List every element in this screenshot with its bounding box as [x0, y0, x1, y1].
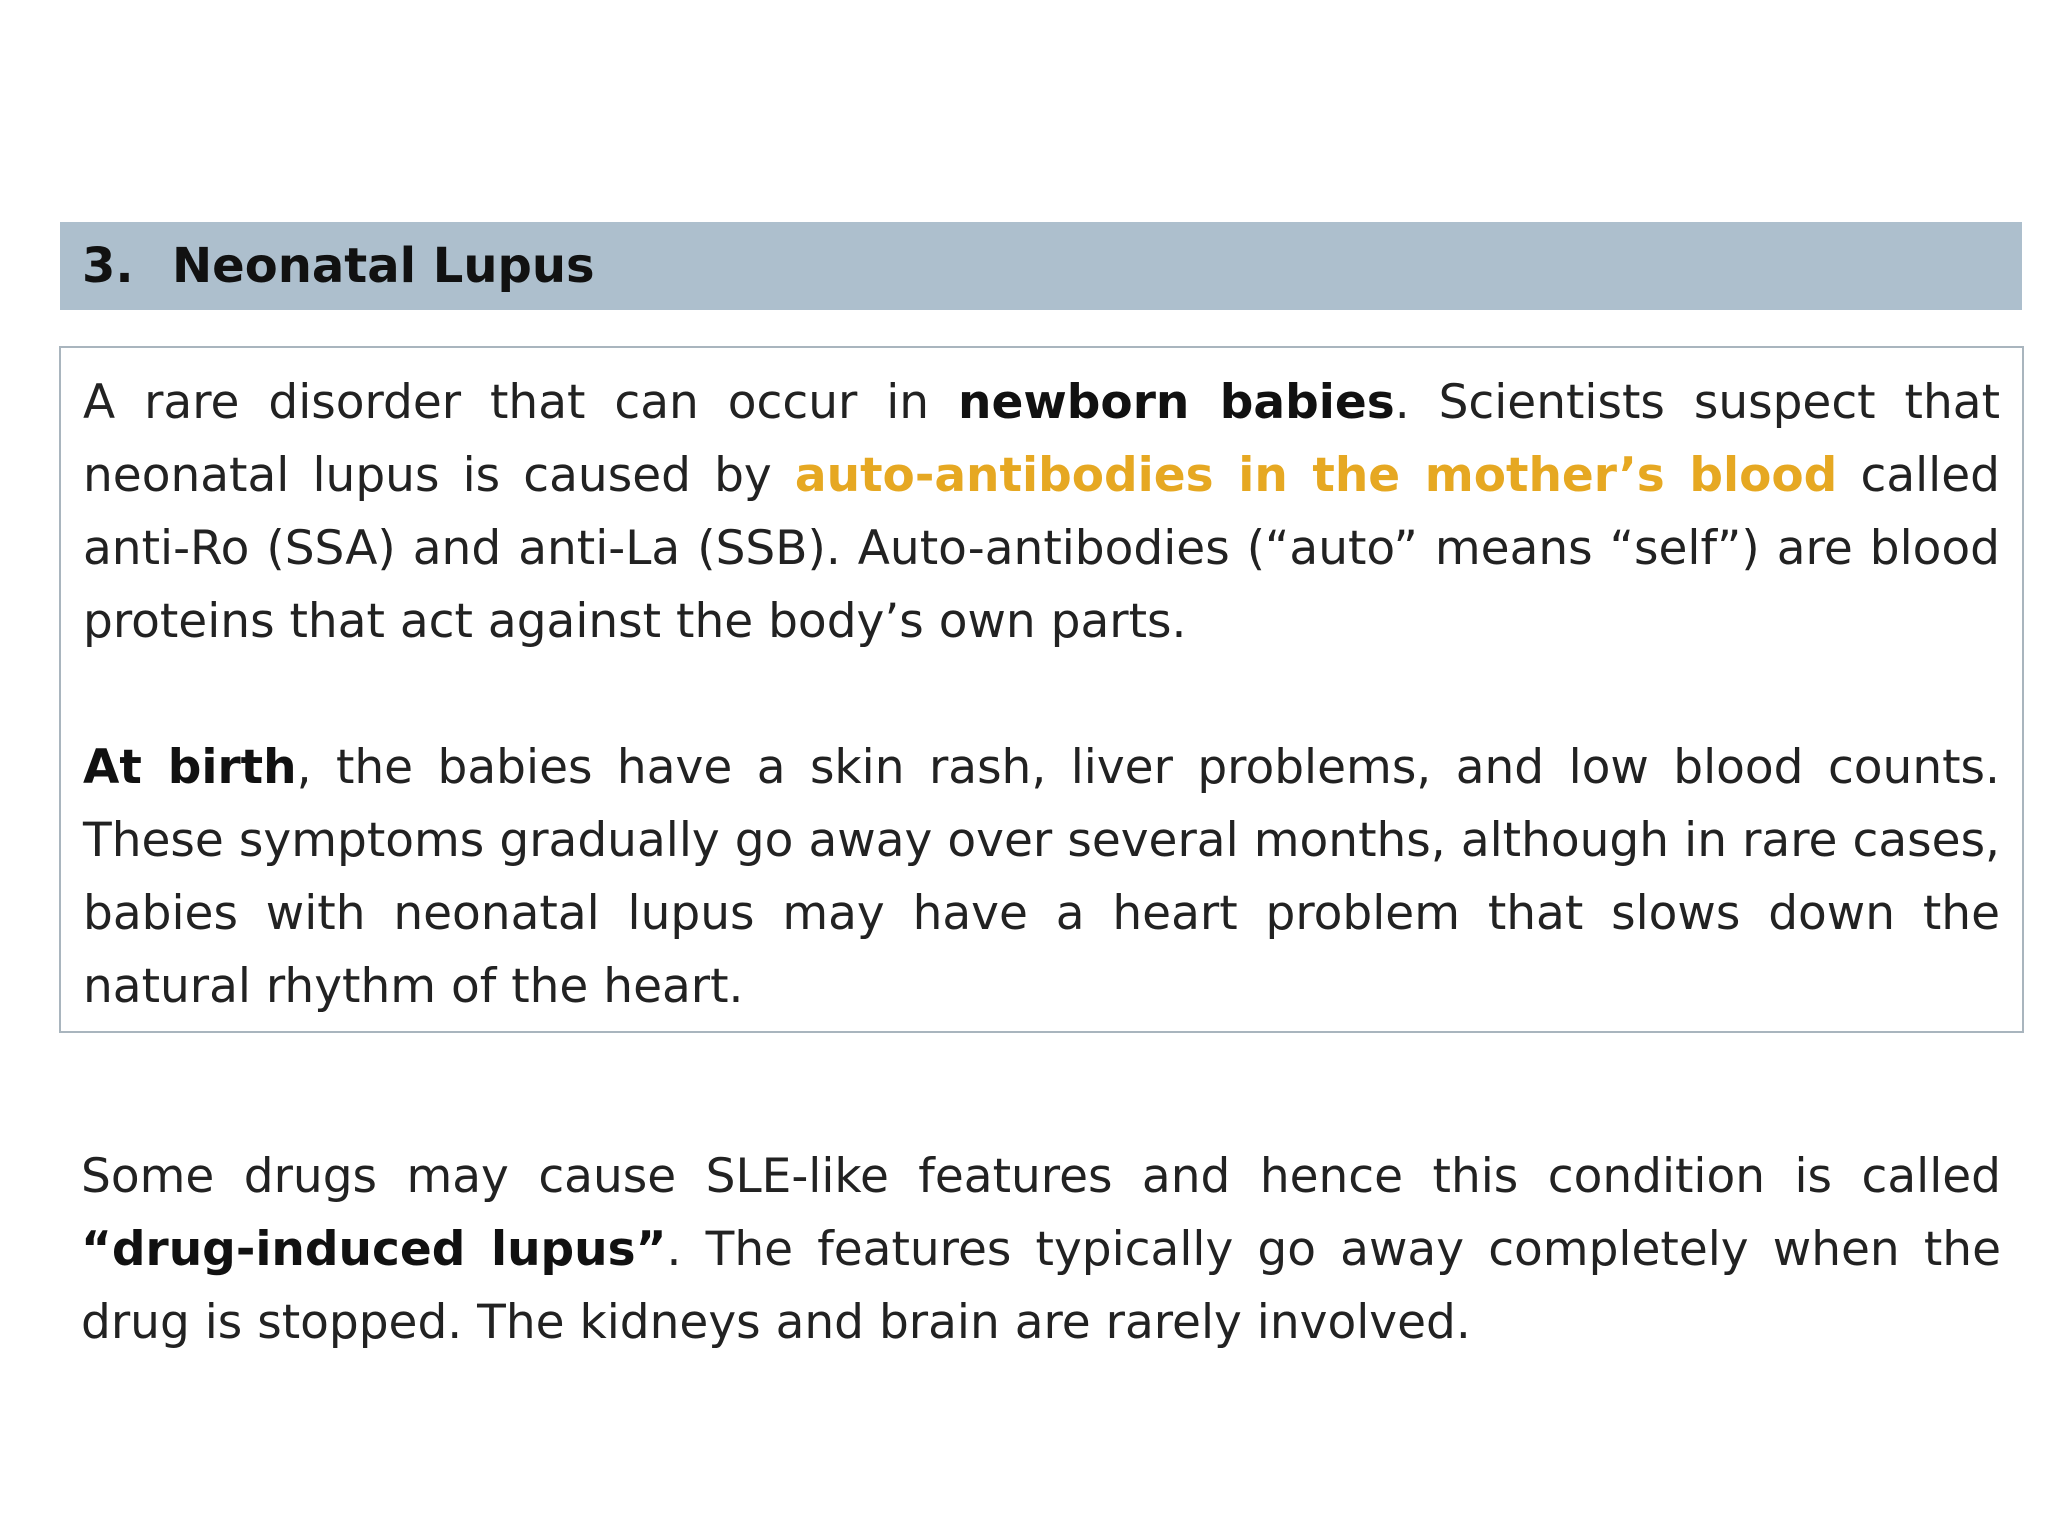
- content-box: [59, 346, 2024, 1033]
- drug-text-1: Some drugs may cause SLE-like features and hence this condition is called: [81, 1149, 2001, 1204]
- section-header-bar: [60, 222, 2022, 310]
- intro-text-1: A rare disorder that can occur in: [83, 375, 959, 430]
- drug-bold: “drug-induced lupus”: [81, 1222, 667, 1277]
- intro-text-3: called anti-Ro (SSA) and anti-La (SSB). Auto-antibodies (“auto” means “self”) are blood proteins that act against the body’s own parts.: [83, 448, 2000, 649]
- paragraph-birth: [83, 731, 2000, 1023]
- drug-text-2: . The features typically go away completely when the drug is stopped. The kidneys and brain are rarely involved.: [81, 1222, 2002, 1350]
- paragraph-intro: [83, 366, 2000, 658]
- section-number: 3.: [82, 238, 134, 294]
- paragraph-drug-induced: [81, 1140, 2001, 1359]
- birth-bold: At birth: [83, 740, 297, 795]
- birth-text: , the babies have a skin rash, liver problems, and low blood counts. These symptoms gradually go away over several months, although in rare cases, babies with neonatal lupus may have a heart problem that slows down the natural rhythm of the heart.: [83, 740, 2000, 1014]
- intro-text-2: . Scientists suspect that neonatal lupus is caused by: [83, 375, 2000, 503]
- section-title: Neonatal Lupus: [172, 238, 595, 294]
- intro-bold-newborn: newborn babies: [958, 375, 1395, 430]
- intro-highlight-antibodies: auto-antibodies in the mother’s blood: [794, 448, 1838, 503]
